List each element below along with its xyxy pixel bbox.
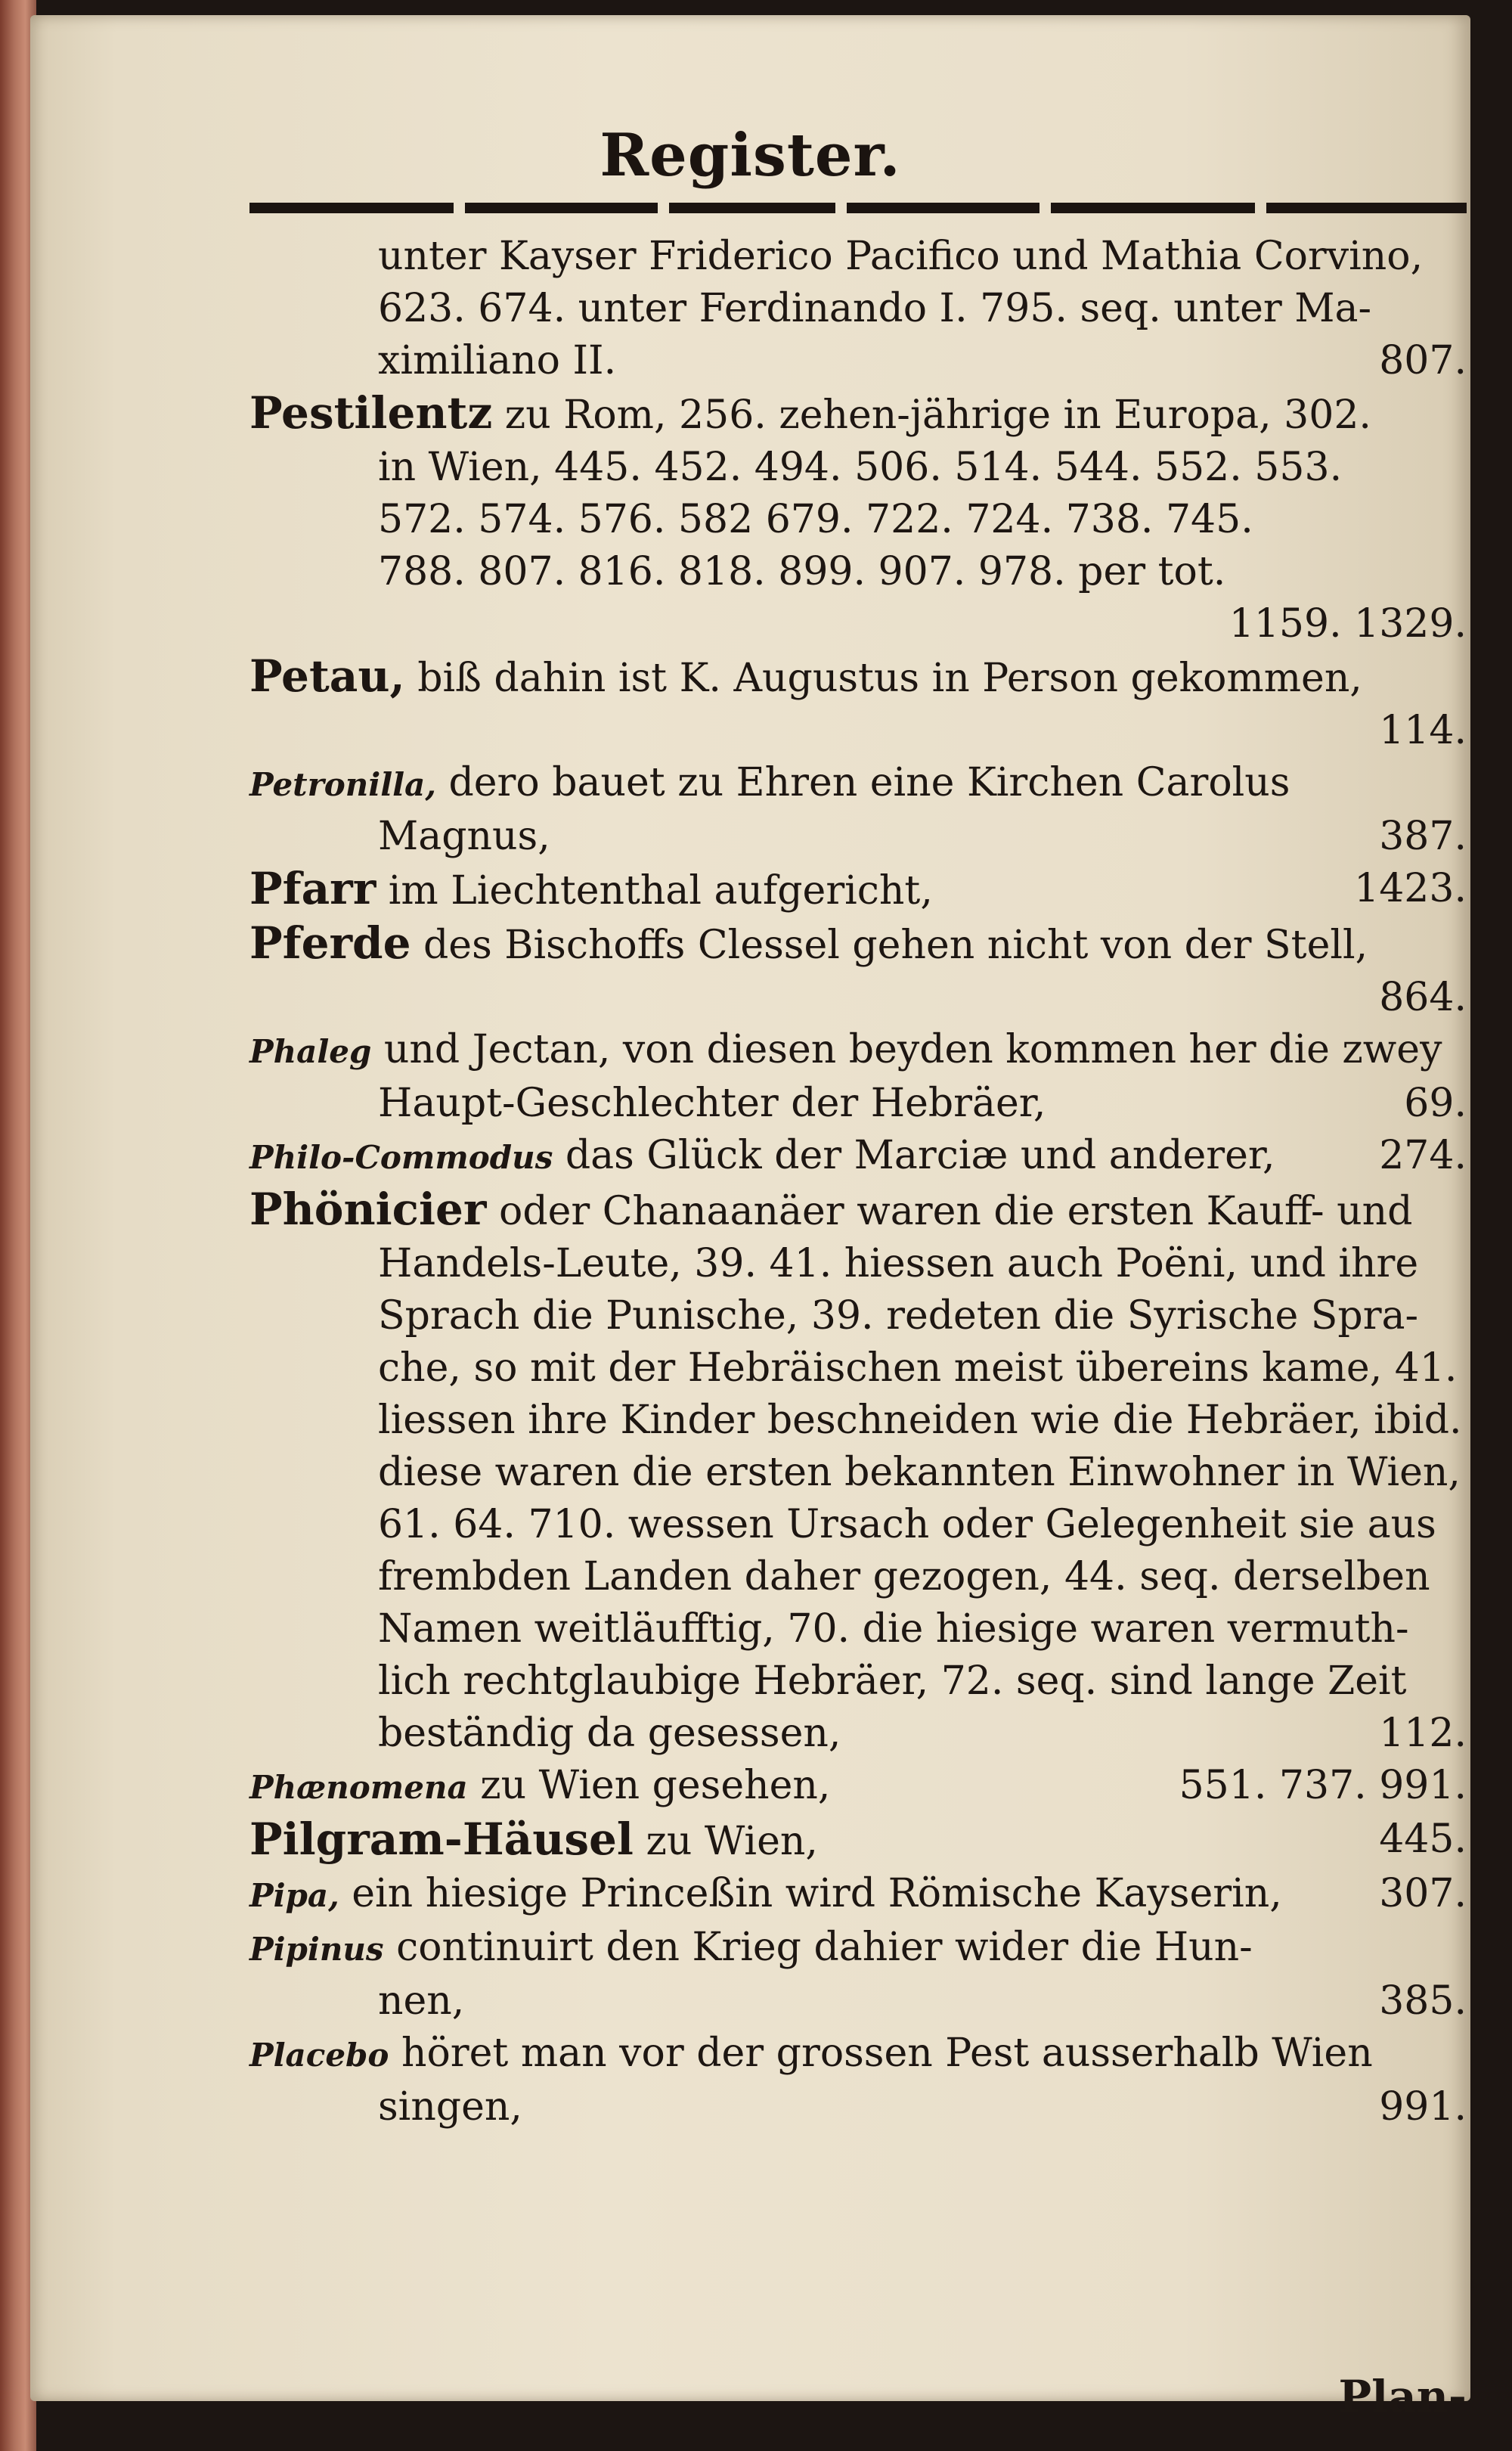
entry-line: in Wien, 445. 452. 494. 506. 514. 544. 552. 553. xyxy=(378,445,1343,490)
page-reference: 864. xyxy=(1379,975,1467,1020)
entry-line xyxy=(249,1868,1467,1922)
register-entry xyxy=(249,757,1467,863)
entry-line xyxy=(249,1130,1467,1184)
page-reference: 385. xyxy=(1379,1978,1467,2024)
page-reference: 274. xyxy=(1379,1133,1467,1178)
entry-line xyxy=(249,1975,1467,2028)
entry-headword: Philo-Commodus xyxy=(249,1139,553,1176)
register-entry xyxy=(249,1130,1467,1184)
entry-line xyxy=(249,1922,1467,1975)
register-entry xyxy=(249,917,1467,1024)
page-reference: 387. xyxy=(1379,814,1467,859)
entry-text: biß dahin ist K. Augustus in Person gekommen, xyxy=(417,656,1362,701)
entry-text: zu Wien, xyxy=(646,1819,818,1864)
entry-text: im Liechtenthal aufgericht, xyxy=(388,868,933,914)
entry-text: dero bauet zu Ehren eine Kirchen Carolus xyxy=(448,760,1290,805)
entry-headword: Pipinus xyxy=(249,1931,384,1968)
entry-line: 61. 64. 710. wessen Ursach oder Gelegenheit sie aus xyxy=(378,1502,1436,1547)
entry-line: Sprach die Punische, 39. redeten die Syrische Spra- xyxy=(378,1293,1419,1339)
entry-line xyxy=(249,863,1467,917)
register-entry xyxy=(249,1184,1467,1760)
entry-text: ximiliano II. xyxy=(378,338,617,383)
entry-line xyxy=(249,387,1467,442)
entry-line: 572. 574. 576. 582 679. 722. 724. 738. 745. xyxy=(378,497,1253,542)
entry-line xyxy=(249,1708,1467,1760)
entry-text: das Glück der Marciæ und anderer, xyxy=(565,1133,1275,1178)
page-reference: 445. xyxy=(1379,1817,1467,1862)
entry-line: Handels-Leute, 39. 41. hiessen auch Poëni, und ihre xyxy=(378,1241,1419,1286)
entry-line xyxy=(249,811,1467,863)
entry-text: Haupt-Geschlechter der Hebräer, xyxy=(378,1081,1046,1126)
page-reference: 112. xyxy=(1379,1711,1467,1756)
page-reference: 307. xyxy=(1379,1871,1467,1916)
entry-line xyxy=(249,757,1467,811)
entry-line xyxy=(249,917,1467,972)
register-text xyxy=(249,231,1467,2422)
entry-text: continuirt den Krieg dahier wider die Hun- xyxy=(396,1925,1253,1970)
register-entry xyxy=(249,650,1467,757)
register-entry xyxy=(249,863,1467,917)
entry-text: und Jectan, von diesen beyden kommen her die zwey xyxy=(383,1027,1442,1072)
page-reference: 991. xyxy=(1379,2084,1467,2130)
header-rule xyxy=(249,203,1467,216)
entry-line xyxy=(249,1078,1467,1130)
entry-headword: Pferde xyxy=(249,917,411,969)
entry-headword: Pestilentz xyxy=(249,387,493,439)
entry-text: singen, xyxy=(378,2084,522,2130)
catchword: Plan- xyxy=(1338,2371,1467,2422)
register-entry xyxy=(249,1868,1467,1922)
entry-text: des Bischoffs Clessel gehen nicht von der Stell, xyxy=(423,923,1368,968)
page xyxy=(30,15,1470,2422)
entry-line xyxy=(249,1760,1467,1813)
entry-headword: Pipa, xyxy=(249,1877,339,1914)
entry-line xyxy=(249,335,1467,387)
entry-line: unter Kayser Friderico Pacifico und Mathia Corvino, xyxy=(378,234,1424,279)
entry-text: Magnus, xyxy=(378,814,550,859)
register-entry xyxy=(249,1024,1467,1130)
entry-text: höret man vor der grossen Pest ausserhalb Wien xyxy=(401,2031,1373,2076)
entry-line: che, so mit der Hebräischen meist übereins kame, 41. xyxy=(378,1345,1458,1391)
entry-line: 788. 807. 816. 818. 899. 907. 978. per tot. xyxy=(378,549,1226,594)
page-reference: 1423. xyxy=(1354,866,1467,911)
register-entry xyxy=(249,387,1467,650)
entry-line: lich rechtglaubige Hebräer, 72. seq. sind lange Zeit xyxy=(378,1658,1407,1704)
page-reference: 69. xyxy=(1404,1081,1467,1126)
entry-line xyxy=(249,1024,1467,1078)
entry-text: oder Chanaanäer waren die ersten Kauff- und xyxy=(499,1189,1413,1234)
entry-line xyxy=(249,650,1467,705)
register-entry xyxy=(249,1813,1467,1868)
register-entry xyxy=(249,1922,1467,2028)
page-reference: 114. xyxy=(1379,708,1467,753)
register-entry xyxy=(249,2028,1467,2133)
entry-text: ein hiesige Princeßin wird Römische Kayserin, xyxy=(352,1871,1282,1916)
entry-line xyxy=(249,2081,1467,2133)
entry-headword: Placebo xyxy=(249,2037,389,2074)
entry-headword: Pilgram-Häusel xyxy=(249,1813,634,1865)
entry-headword: Phönicier xyxy=(249,1184,487,1235)
entry-line: liessen ihre Kinder beschneiden wie die Hebräer, ibid. xyxy=(378,1398,1462,1443)
page-header: Register. xyxy=(600,121,901,190)
entry-headword: Petau, xyxy=(249,650,405,702)
entry-line xyxy=(249,1184,1467,1238)
entry-text: nen, xyxy=(378,1978,465,2024)
entry-line: diese waren die ersten bekannten Einwohner in Wien, xyxy=(378,1450,1461,1495)
entry-headword: Phænomena xyxy=(249,1769,468,1806)
register-entry xyxy=(249,1760,1467,1813)
continuation-entry xyxy=(249,231,1467,387)
page-reference: 551. 737. 991. xyxy=(1179,1763,1467,1808)
page-reference: 1159. 1329. xyxy=(1228,601,1467,647)
entry-line: Namen weitläufftig, 70. die hiesige waren vermuth- xyxy=(378,1606,1409,1652)
entry-line xyxy=(249,1813,1467,1868)
entry-headword: Pfarr xyxy=(249,863,376,914)
page-reference: 807. xyxy=(1379,338,1467,383)
entry-line xyxy=(249,2028,1467,2081)
entry-headword: Petronilla, xyxy=(249,766,436,803)
entry-headword: Phaleg xyxy=(249,1033,372,1070)
entry-text: zu Rom, 256. zehen-jährige in Europa, 302. xyxy=(504,392,1371,438)
entry-text: zu Wien gesehen, xyxy=(480,1763,831,1808)
entry-line: 623. 674. unter Ferdinando I. 795. seq. unter Ma- xyxy=(378,286,1372,331)
entry-text: beständig da gesessen, xyxy=(378,1711,841,1756)
entry-line: frembden Landen daher gezogen, 44. seq. derselben xyxy=(378,1554,1430,1599)
